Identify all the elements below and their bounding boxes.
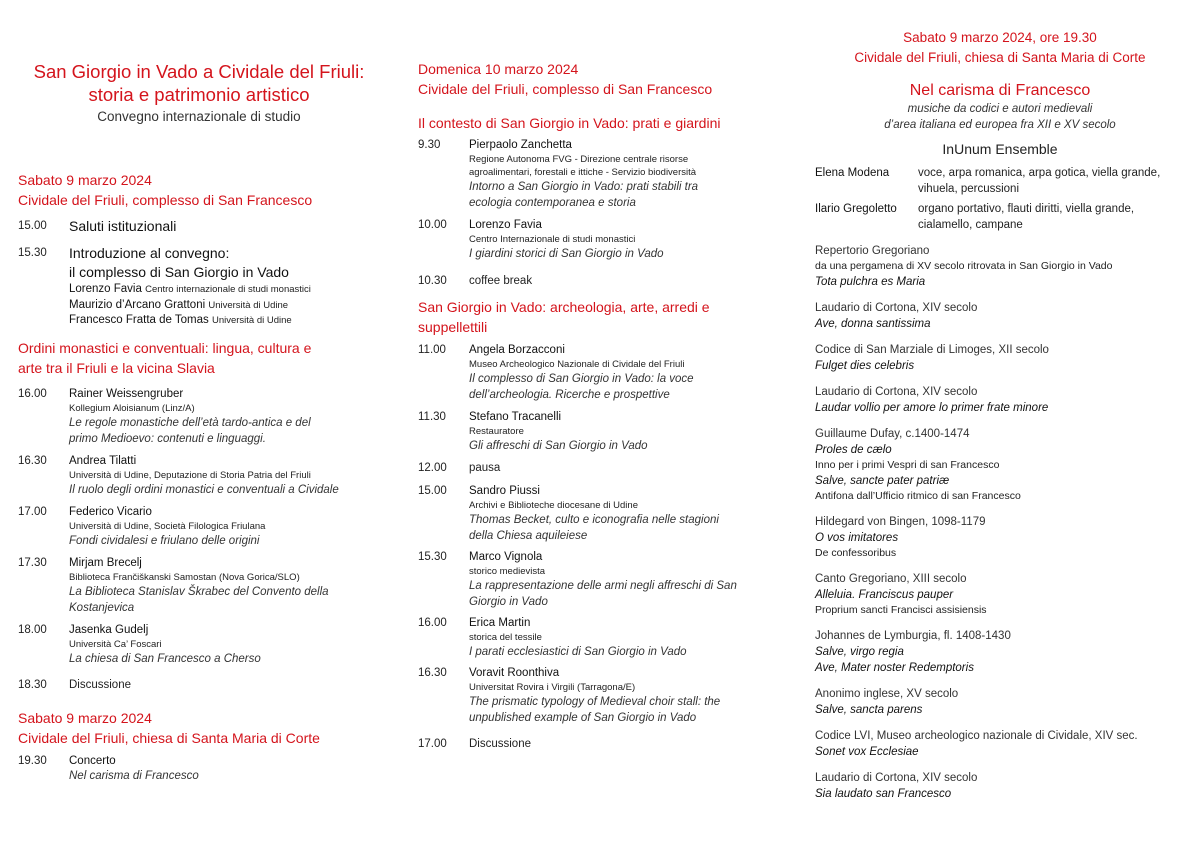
main-title-line1: San Giorgio in Vado a Cividale del Friuli:: [33, 61, 365, 82]
repertoire-item: [815, 384, 1185, 416]
talk-affiliation: Università Ca’ Foscari: [69, 638, 162, 650]
talk-affiliation: Archivi e Biblioteche diocesane di Udine: [469, 500, 638, 511]
talk-title: Intorno a San Giorgio in Vado: prati stabili tra: [469, 181, 699, 193]
piece-note: Antifona dall’Ufficio ritmico di san Francesco: [815, 490, 1021, 502]
talk-speaker: Stefano Tracanelli: [469, 411, 562, 423]
discussion-entry: [18, 678, 380, 693]
talk-entry: [418, 616, 778, 660]
talk-entry: [418, 666, 778, 726]
talk-title: Kostanjevica: [69, 601, 135, 614]
speaker: [69, 313, 380, 329]
piece-source: Laudario di Cortona, XIV secolo: [815, 386, 978, 398]
repertoire-item: [815, 300, 1185, 332]
talk-affiliation: Restauratore: [469, 426, 524, 437]
talk-affiliation: Biblioteca Frančiškanski Samostan (Nova Gorica/SLO): [69, 571, 300, 583]
talk-affiliation: Kollegium Aloisianum (Linz/A): [69, 402, 195, 414]
talk-affiliation: agroalimentari, forestali e ittiche - Servizio biodiversità: [469, 167, 697, 178]
concert-venue: Cividale del Friuli, chiesa di Santa Maria di Corte: [854, 50, 1146, 65]
entry-time: 18.30: [18, 678, 47, 691]
talk-speaker: Sandro Piussi: [469, 485, 540, 497]
talk-time: 9.30: [418, 139, 441, 151]
piece-title: Ave, Mater noster Redemptoris: [815, 662, 974, 674]
talk-title: Giorgio in Vado: [469, 596, 548, 608]
talk-title: I giardini storici di San Giorgio in Vado: [469, 248, 664, 260]
break-entry: [418, 274, 778, 289]
speaker-affiliation: Centro internazionale di studi monastici: [145, 284, 311, 295]
day1-place: Cividale del Friuli, complesso di San Francesco: [18, 192, 313, 208]
performer: [815, 201, 1185, 233]
talk-speaker: Mirjam Brecelj: [69, 556, 142, 569]
talk-time: 11.30: [418, 411, 446, 423]
talk-title: unpublished example of San Giorgio in Vado: [469, 712, 697, 724]
piece-title: Salve, sancta parens: [815, 704, 923, 716]
day2-date: Domenica 10 marzo 2024: [418, 61, 579, 77]
talk-time: 15.00: [418, 485, 447, 497]
piece-note: Inno per i primi Vespri di san Francesco: [815, 459, 1000, 471]
piece-title: Alleluia. Franciscus pauper: [815, 589, 954, 601]
piece-note: De confessoribus: [815, 547, 897, 559]
talk-speaker: Pierpaolo Zanchetta: [469, 139, 572, 151]
pause-entry: [418, 461, 778, 476]
talk-speaker: Andrea Tilatti: [69, 454, 137, 467]
talk-speaker: Rainer Weissengruber: [69, 387, 184, 400]
talk-title: primo Medioevo: contenuti e linguaggi.: [69, 432, 266, 445]
talk-time: 16.00: [418, 617, 447, 629]
schedule-entry: [18, 244, 380, 329]
concert-description: musiche da codici e autori medievali: [907, 103, 1093, 115]
piece-source: Anonimo inglese, XV secolo: [815, 688, 959, 700]
talk-title: Le regole monastiche dell’età tardo-antica e del: [69, 416, 311, 429]
day1b-date: Sabato 9 marzo 2024: [18, 709, 152, 726]
concert-title: Nel carisma di Francesco: [69, 769, 199, 782]
piece-title: Laudar vollio per amore lo primer frate minore: [815, 402, 1049, 414]
talk-time: 16.00: [18, 387, 47, 400]
intro-line2: il complesso di San Giorgio in Vado: [69, 264, 289, 280]
entry-text: Saluti istituzionali: [69, 218, 177, 234]
performer-instruments: organo portativo, flauti diritti, viella grande, cialamello, campane: [918, 203, 1135, 231]
concert-label: Concerto: [69, 754, 116, 767]
talk-list: [18, 387, 380, 667]
talk-entry: [18, 387, 380, 447]
main-title: [18, 60, 380, 106]
talk-affiliation: storica del tessile: [469, 632, 542, 643]
talk-title: Il ruolo degli ordini monastici e conventuali a Cividale: [69, 483, 339, 496]
piece-source: Repertorio Gregoriano: [815, 245, 930, 257]
talk-speaker: Voravit Roonthiva: [469, 667, 560, 679]
intro-line1: Introduzione al convegno:: [69, 245, 230, 261]
entry-time: 15.00: [18, 220, 47, 232]
entry-time: 17.00: [418, 738, 447, 750]
section-heading: Il contesto di San Giorgio in Vado: prati e giardini: [418, 115, 721, 131]
talk-title: dell’archeologia. Ricerche e prospettive: [469, 389, 670, 401]
talk-title: Il complesso di San Giorgio in Vado: la voce: [469, 373, 694, 385]
speaker-affiliation: Università di Udine: [211, 315, 292, 326]
piece-title: O vos imitatores: [815, 532, 899, 544]
discussion-entry: [418, 737, 778, 752]
talk-time: 10.00: [418, 219, 447, 231]
entry-time: 15.30: [18, 247, 47, 259]
talk-speaker: Lorenzo Favia: [469, 219, 542, 231]
performer-instruments: voce, arpa romanica, arpa gotica, viella grande, vihuela, percussioni: [918, 167, 1161, 195]
section-heading-line: Ordini monastici e conventuali: lingua, cultura e: [18, 339, 312, 356]
column-2: [418, 0, 778, 752]
speaker-name: Lorenzo Favia: [69, 283, 142, 295]
concert-entry: [18, 754, 380, 784]
piece-title: Sia laudato san Francesco: [815, 788, 952, 800]
talk-entry: [18, 454, 380, 498]
entry-text: Discussione: [469, 738, 531, 750]
piece-title: Proles de cælo: [815, 444, 892, 456]
schedule-entry: [18, 217, 380, 236]
talk-speaker: Marco Vignola: [469, 551, 543, 563]
talk-entry: [18, 505, 380, 549]
column-3: [815, 0, 1185, 802]
repertoire-item: [815, 686, 1185, 718]
talk-speaker: Jasenka Gudelj: [69, 623, 149, 636]
talk-time: 18.00: [18, 623, 47, 636]
talk-affiliation: Museo Archeologico Nazionale di Cividale del Friuli: [469, 359, 685, 370]
subtitle: Convegno internazionale di studio: [97, 109, 301, 124]
talk-title: Fondi cividalesi e friulano delle origini: [69, 534, 260, 547]
concert-datetime: Sabato 9 marzo 2024, ore 19.30: [903, 30, 1097, 45]
performer-name: Elena Modena: [815, 167, 890, 179]
talk-title: ecologia contemporanea e storia: [469, 197, 636, 209]
ensemble-name: InUnum Ensemble: [942, 141, 1058, 157]
talk-time: 17.30: [18, 556, 47, 569]
section-heading: [18, 338, 380, 378]
piece-title: Ave, donna santissima: [815, 318, 931, 330]
repertoire-item: [815, 628, 1185, 676]
talk-time: 11.00: [418, 344, 446, 356]
talk-entry: [418, 550, 778, 610]
piece-title: Sonet vox Ecclesiae: [815, 746, 919, 758]
day1b-place: Cividale del Friuli, chiesa di Santa Maria di Corte: [18, 729, 320, 746]
concert-title: Nel carisma di Francesco: [909, 82, 1091, 99]
repertoire-item: [815, 342, 1185, 374]
talk-title: Thomas Becket, culto e iconografia nelle stagioni: [469, 514, 719, 526]
talk-title: La chiesa di San Francesco a Cherso: [69, 652, 261, 665]
section-heading-line: San Giorgio in Vado: archeologia, arte, arredi e: [418, 299, 710, 315]
talk-speaker: Angela Borzacconi: [469, 344, 565, 356]
talk-speaker: Federico Vicario: [69, 505, 152, 518]
repertoire-item: [815, 243, 1185, 290]
talk-speaker: Erica Martin: [469, 617, 531, 629]
section-heading: [418, 297, 778, 337]
performer: [815, 165, 1185, 197]
piece-source: Hildegard von Bingen, 1098-1179: [815, 516, 986, 528]
talk-affiliation: Università di Udine, Deputazione di Storia Patria del Friuli: [69, 469, 311, 481]
talk-time: 17.00: [18, 505, 47, 518]
piece-note: da una pergamena di XV secolo ritrovata in San Giorgio in Vado: [815, 260, 1113, 272]
talk-entry: [18, 623, 380, 667]
piece-source: Codice di San Marziale di Limoges, XII secolo: [815, 344, 1049, 356]
talk-time: 16.30: [418, 667, 447, 679]
piece-title: Salve, virgo regia: [815, 646, 904, 658]
talk-title: della Chiesa aquileiese: [469, 530, 588, 542]
piece-title: Salve, sancte pater patriæ: [815, 475, 950, 487]
talk-title: The prismatic typology of Medieval choir stall: the: [469, 696, 721, 708]
piece-source: Canto Gregoriano, XIII secolo: [815, 573, 967, 585]
speaker-affiliation: Università di Udine: [208, 299, 289, 311]
piece-title: Tota pulchra es Maria: [815, 276, 926, 288]
talk-time: 15.30: [418, 551, 447, 563]
concert-description: d’area italiana ed europea fra XII e XV secolo: [884, 119, 1116, 131]
talk-entry: [418, 410, 778, 454]
repertoire-item: [815, 770, 1185, 802]
talk-title: La rappresentazione delle armi negli affreschi di San: [469, 580, 737, 592]
speaker-name: Maurizio d’Arcano Grattoni: [69, 298, 206, 311]
speaker-name: Francesco Fratta de Tomas: [69, 314, 209, 326]
repertoire-item: [815, 514, 1185, 561]
talk-title: Gli affreschi di San Giorgio in Vado: [469, 440, 648, 452]
piece-source: Guillaume Dufay, c.1400-1474: [815, 428, 970, 440]
talk-title: I parati ecclesiastici di San Giorgio in Vado: [469, 646, 687, 658]
piece-source: Laudario di Cortona, XIV secolo: [815, 772, 978, 784]
entry-time: 19.30: [18, 754, 47, 767]
performer-name: Ilario Gregoletto: [815, 203, 897, 215]
entry-text: pausa: [469, 462, 501, 474]
talk-entry: [418, 343, 778, 403]
section-heading-line: arte tra il Friuli e la vicina Slavia: [18, 359, 215, 376]
repertoire-list: [815, 243, 1185, 802]
entry-time: 12.00: [418, 462, 447, 474]
entry-text: Discussione: [69, 678, 131, 691]
repertoire-item: [815, 426, 1185, 504]
piece-source: Johannes de Lymburgia, fl. 1408-1430: [815, 630, 1011, 642]
talk-affiliation: Universitat Rovira i Virgili (Tarragona/E): [469, 682, 636, 693]
talk-affiliation: storico medievista: [469, 566, 546, 577]
piece-source: Codice LVI, Museo archeologico nazionale di Cividale, XIV sec.: [815, 730, 1138, 742]
section-heading-line: suppellettili: [418, 319, 488, 335]
talk-time: 16.30: [18, 454, 47, 467]
talk-affiliation: Regione Autonoma FVG - Direzione centrale risorse: [469, 154, 689, 165]
repertoire-item: [815, 571, 1185, 618]
talk-entry: [418, 218, 778, 262]
talk-affiliation: Centro Internazionale di studi monastici: [469, 234, 636, 245]
day1-date: Sabato 9 marzo 2024: [18, 172, 152, 188]
column-1: [18, 0, 380, 784]
entry-text: coffee break: [469, 275, 533, 287]
talk-entry: [418, 138, 778, 211]
piece-source: Laudario di Cortona, XIV secolo: [815, 302, 978, 314]
day2-place: Cividale del Friuli, complesso di San Francesco: [418, 81, 713, 97]
talk-entry: [18, 556, 380, 616]
talk-entry: [418, 484, 778, 544]
entry-time: 10.30: [418, 275, 447, 287]
main-title-line2: storia e patrimonio artistico: [88, 84, 310, 105]
repertoire-item: [815, 728, 1185, 760]
talk-title: La Biblioteca Stanislav Škrabec del Convento della: [69, 585, 329, 598]
speaker: [69, 282, 380, 298]
speaker: [69, 298, 380, 314]
talk-affiliation: Università di Udine, Società Filologica Friulana: [69, 520, 266, 532]
piece-title: Fulget dies celebris: [815, 360, 915, 372]
piece-note: Proprium sancti Francisci assisiensis: [815, 604, 987, 616]
